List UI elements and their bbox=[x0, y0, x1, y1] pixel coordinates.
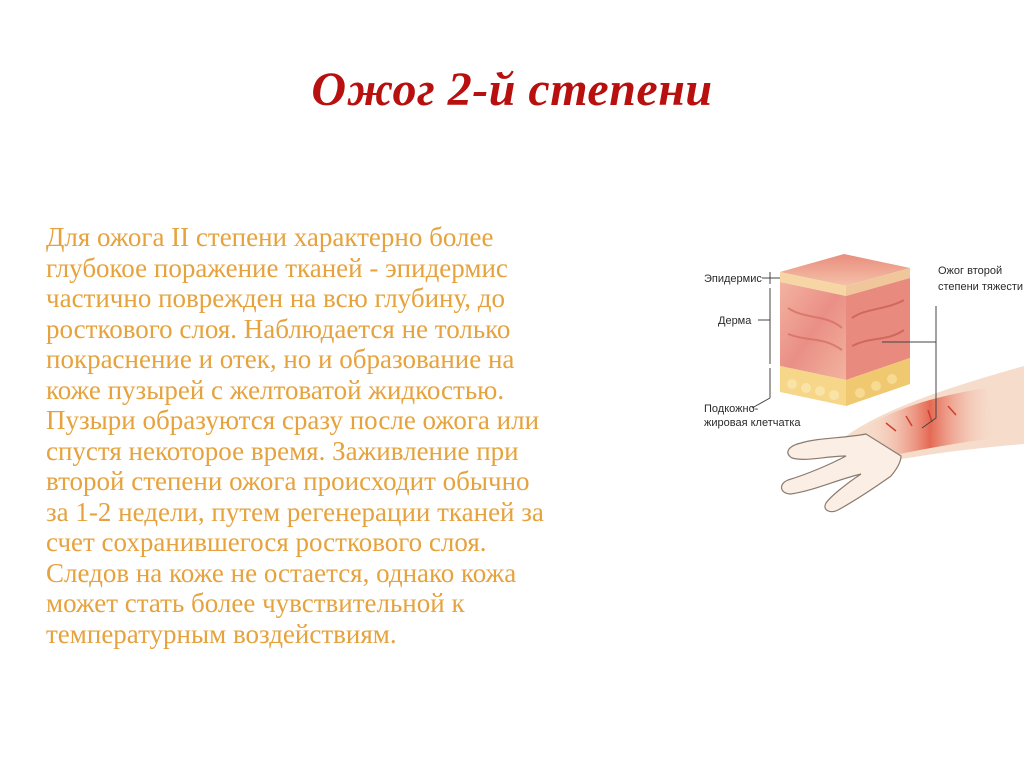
body-line: росткового слоя. Наблюдается не только bbox=[46, 313, 511, 344]
slide-title: Ожог 2-й степени bbox=[311, 63, 713, 116]
body-line: Для ожога II степени характерно более bbox=[46, 222, 494, 252]
body-line: покраснение и отек, но и образование на bbox=[46, 344, 515, 374]
body-line: за 1-2 недели, путем регенерации тканей за bbox=[46, 496, 544, 527]
body-line: спустя некоторое время. Заживление при bbox=[46, 435, 519, 466]
label-subcutis-1: Подкожно- bbox=[704, 403, 759, 415]
label-burn-2: степени тяжести bbox=[938, 281, 1024, 293]
body-line: счет сохранившегося росткового слоя. bbox=[46, 527, 487, 557]
label-epidermis: Эпидермис bbox=[704, 273, 762, 285]
body-line: второй степени ожога происходит обычно bbox=[46, 466, 530, 496]
body-line: коже пузырей с желтоватой жидкостью. bbox=[46, 374, 505, 405]
body-line: температурным воздействиям. bbox=[46, 618, 397, 649]
body-line: Пузыри образуются сразу после ожога или bbox=[46, 405, 540, 435]
label-dermis: Дерма bbox=[718, 315, 752, 327]
body-line: глубокое поражение тканей - эпидермис bbox=[46, 252, 508, 283]
body-line: Следов на коже не остается, однако кожа bbox=[46, 557, 517, 588]
body-line: может стать более чувствительной к bbox=[46, 588, 465, 618]
label-burn-1: Ожог второй bbox=[938, 265, 1003, 277]
hand bbox=[782, 434, 901, 512]
skin-burn-illustration bbox=[696, 238, 1024, 518]
label-subcutis-2: жировая клетчатка bbox=[704, 417, 801, 429]
body-line: частично поврежден на всю глубину, до bbox=[46, 283, 505, 313]
body-text bbox=[46, 222, 686, 649]
skin-block-dermis bbox=[780, 282, 846, 380]
